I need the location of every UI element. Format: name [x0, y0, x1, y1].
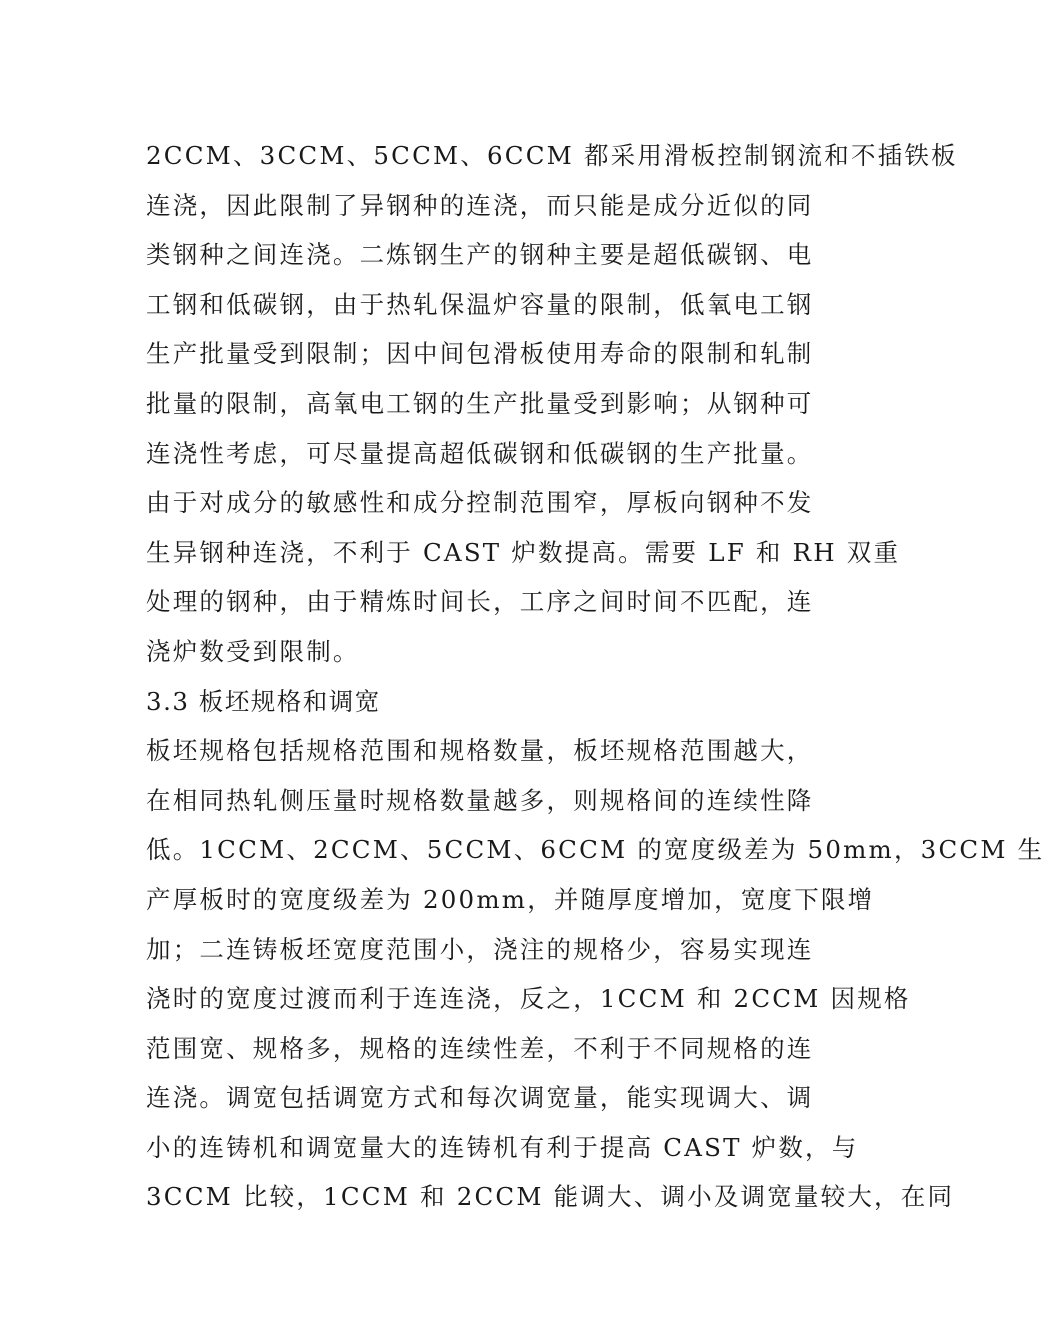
text-line: 产厚板时的宽度级差为 200mm，并随厚度增加，宽度下限增 [146, 884, 875, 914]
text-line: 低。1CCM、2CCM、5CCM、6CCM 的宽度级差为 50mm，3CCM 生 [146, 835, 1044, 865]
text-line: 加；二连铸板坯宽度范围小，浇注的规格少，容易实现连 [146, 934, 814, 964]
text-line: 连浇，因此限制了异钢种的连浇，而只能是成分近似的同 [146, 190, 814, 220]
text-line: 连浇性考虑，可尽量提高超低碳钢和低碳钢的生产批量。 [146, 438, 814, 468]
text-line: 处理的钢种，由于精炼时间长，工序之间时间不匹配，连 [146, 587, 814, 617]
text-line: 板坯规格包括规格范围和规格数量，板坯规格范围越大， [146, 736, 814, 766]
text-line: 3CCM 比较，1CCM 和 2CCM 能调大、调小及调宽量较大，在同 [146, 1182, 955, 1212]
text-line: 范围宽、规格多，规格的连续性差，不利于不同规格的连 [146, 1033, 814, 1063]
text-line: 2CCM、3CCM、5CCM、6CCM 都采用滑板控制钢流和不插铁板 [146, 141, 958, 170]
body-text [146, 131, 1044, 1222]
text-line: 生异钢种连浇，不利于 CAST 炉数提高。需要 LF 和 RH 双重 [146, 537, 901, 567]
text-line: 浇炉数受到限制。 [146, 636, 360, 666]
text-line: 批量的限制，高氧电工钢的生产批量受到影响；从钢种可 [146, 388, 814, 418]
text-line: 小的连铸机和调宽量大的连铸机有利于提高 CAST 炉数，与 [146, 1132, 859, 1162]
text-line: 工钢和低碳钢，由于热轧保温炉容量的限制，低氧电工钢 [146, 289, 814, 319]
text-line: 类钢种之间连浇。二炼钢生产的钢种主要是超低碳钢、电 [146, 240, 814, 270]
text-line: 生产批量受到限制；因中间包滑板使用寿命的限制和轧制 [146, 339, 814, 369]
text-line: 在相同热轧侧压量时规格数量越多，则规格间的连续性降 [146, 785, 814, 815]
text-line: 浇时的宽度过渡而利于连连浇，反之，1CCM 和 2CCM 因规格 [146, 984, 911, 1014]
section-heading: 3.3 板坯规格和调宽 [146, 686, 381, 716]
text-line: 连浇。调宽包括调宽方式和每次调宽量，能实现调大、调 [146, 1083, 814, 1113]
text-line: 由于对成分的敏感性和成分控制范围窄，厚板向钢种不发 [146, 488, 814, 518]
